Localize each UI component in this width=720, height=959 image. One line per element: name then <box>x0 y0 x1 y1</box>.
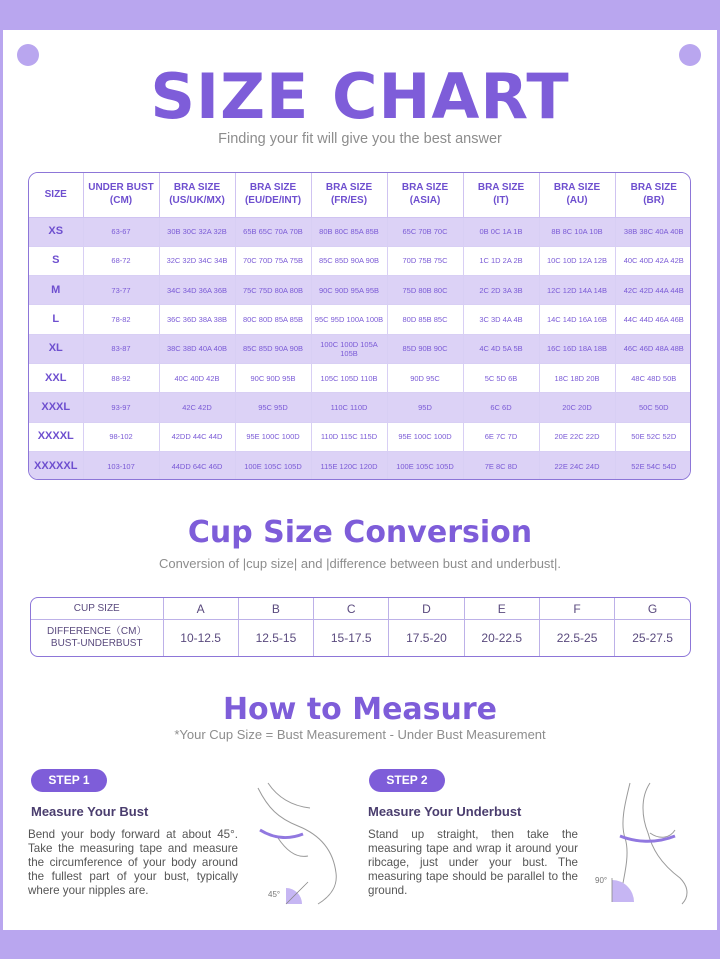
size-table-header <box>463 173 539 217</box>
table-cell: 95D <box>387 393 463 422</box>
header-line1: BRA SIZE <box>477 182 525 194</box>
table-cell: 0B 0C 1A 1B <box>463 217 539 246</box>
table-cell: 14C 14D 16A 16B <box>539 305 615 334</box>
table-cell: 38B 38C 40A 40B <box>615 217 691 246</box>
step2-pill: STEP 2 <box>369 769 445 792</box>
table-cell: 20C 20D <box>539 393 615 422</box>
table-cell: 110C 110D <box>311 393 387 422</box>
size-cell: XXXXL <box>29 422 83 451</box>
table-cell: 80B 80C 85A 85B <box>311 217 387 246</box>
header-line2: (AU) <box>566 194 588 206</box>
table-cell: 63-67 <box>83 217 159 246</box>
size-cell: S <box>29 246 83 275</box>
table-cell: 7E 8C 8D <box>463 451 539 480</box>
size-table-header <box>539 173 615 217</box>
step1-pill: STEP 1 <box>31 769 107 792</box>
table-cell: 50C 50D <box>615 393 691 422</box>
table-cell: 85C 85D 90A 90B <box>235 334 311 363</box>
table-row <box>29 363 691 392</box>
size-table-header <box>387 173 463 217</box>
header-line2: (FR/ES) <box>330 194 368 206</box>
table-cell: 70C 70D 75A 75B <box>235 246 311 275</box>
table-cell: 90C 90D 95A 95B <box>311 276 387 305</box>
table-cell: 42DD 44C 44D <box>159 422 235 451</box>
difference-cell: 12.5-15 <box>238 620 313 656</box>
size-cell: XXXL <box>29 393 83 422</box>
table-cell: 4C 4D 5A 5B <box>463 334 539 363</box>
cup-cell: D <box>389 598 464 620</box>
table-cell: 105C 105D 110B <box>311 363 387 392</box>
table-cell: 75D 80B 80C <box>387 276 463 305</box>
table-cell: 65C 70B 70C <box>387 217 463 246</box>
table-row <box>29 334 691 363</box>
table-cell: 115E 120C 120D <box>311 451 387 480</box>
header-line2: (US/UK/MX) <box>169 194 225 206</box>
table-cell: 90C 90D 95B <box>235 363 311 392</box>
step2-angle-label: 90° <box>595 876 608 885</box>
table-cell: 5C 5D 6B <box>463 363 539 392</box>
header-line1: UNDER BUST <box>88 182 154 194</box>
cup-size-label: CUP SIZE <box>31 598 163 620</box>
cup-cell: E <box>464 598 539 620</box>
table-cell: 50E 52C 52D <box>615 422 691 451</box>
table-cell: 10C 10D 12A 12B <box>539 246 615 275</box>
table-cell: 42C 42D 44A 44B <box>615 276 691 305</box>
table-cell: 103-107 <box>83 451 159 480</box>
page-subtitle: Finding your fit will give you the best answer <box>218 131 502 147</box>
table-cell: 36C 36D 38A 38B <box>159 305 235 334</box>
header-line2: (EU/DE/INT) <box>244 194 302 206</box>
table-cell: 95E 100C 100D <box>235 422 311 451</box>
table-cell: 6C 6D <box>463 393 539 422</box>
size-cell: XS <box>29 217 83 246</box>
size-cell: L <box>29 305 83 334</box>
header-line2: (CM) <box>109 194 133 206</box>
table-cell: 90D 95C <box>387 363 463 392</box>
table-cell: 30B 30C 32A 32B <box>159 217 235 246</box>
underbust-measure-illustration <box>590 778 700 908</box>
table-row <box>29 451 691 480</box>
table-cell: 93-97 <box>83 393 159 422</box>
table-cell: 80D 85B 85C <box>387 305 463 334</box>
table-cell: 1C 1D 2A 2B <box>463 246 539 275</box>
table-row <box>29 422 691 451</box>
page-title: SIZE CHART <box>150 60 570 133</box>
table-row <box>29 393 691 422</box>
table-cell: 85D 90B 90C <box>387 334 463 363</box>
table-row <box>29 305 691 334</box>
cup-cell: C <box>314 598 389 620</box>
difference-label-line2: BUST-UNDERBUST <box>50 638 143 650</box>
header-line2: (IT) <box>493 194 509 206</box>
table-cell: 44C 44D 46A 46B <box>615 305 691 334</box>
cup-conversion-note: Conversion of |cup size| and |difference between bust and underbust|. <box>158 556 562 571</box>
difference-label <box>31 620 163 656</box>
table-cell: 40C 40D 42A 42B <box>615 246 691 275</box>
difference-label-line1: DIFFERENCE（CM） <box>47 626 147 638</box>
table-cell: 32C 32D 34C 34B <box>159 246 235 275</box>
table-cell: 48C 48D 50B <box>615 363 691 392</box>
table-cell: 85C 85D 90A 90B <box>311 246 387 275</box>
step2-body: Stand up straight, then take the measuring tape and wrap it around your ribcage, just under your bust. The measuring tape should be parallel to the ground. <box>368 828 578 897</box>
header-line1: SIZE <box>44 188 67 200</box>
table-cell: 42C 42D <box>159 393 235 422</box>
bust-measure-illustration <box>248 778 348 908</box>
table-cell: 3C 3D 4A 4B <box>463 305 539 334</box>
table-cell: 8B 8C 10A 10B <box>539 217 615 246</box>
cup-cell: G <box>615 598 690 620</box>
table-cell: 65B 65C 70A 70B <box>235 217 311 246</box>
table-cell: 46C 46D 48A 48B <box>615 334 691 363</box>
table-cell: 75C 75D 80A 80B <box>235 276 311 305</box>
table-cell: 73-77 <box>83 276 159 305</box>
table-cell: 98-102 <box>83 422 159 451</box>
table-cell: 95C 95D <box>235 393 311 422</box>
cup-cell: A <box>163 598 238 620</box>
header-line1: BRA SIZE <box>553 182 601 194</box>
cup-cell: B <box>238 598 313 620</box>
step1-angle-label: 45° <box>268 890 281 899</box>
size-table-header <box>83 173 159 217</box>
table-cell: 95E 100C 100D <box>387 422 463 451</box>
how-to-measure-title: How to Measure <box>222 692 498 727</box>
header-line1: BRA SIZE <box>401 182 449 194</box>
header-line2: (BR) <box>643 194 665 206</box>
size-table-header <box>615 173 691 217</box>
table-cell: 52E 54C 54D <box>615 451 691 480</box>
table-cell: 100C 100D 105A 105B <box>311 334 387 363</box>
table-cell: 44DD 64C 46D <box>159 451 235 480</box>
step1-heading: Measure Your Bust <box>31 804 149 819</box>
difference-cell: 17.5-20 <box>389 620 464 656</box>
table-cell: 12C 12D 14A 14B <box>539 276 615 305</box>
difference-cell: 22.5-25 <box>539 620 614 656</box>
table-cell: 88-92 <box>83 363 159 392</box>
table-cell: 6E 7C 7D <box>463 422 539 451</box>
table-cell: 40C 40D 42B <box>159 363 235 392</box>
table-cell: 16C 16D 18A 18B <box>539 334 615 363</box>
size-chart-table <box>28 172 691 480</box>
difference-cell: 15-17.5 <box>314 620 389 656</box>
table-cell: 110D 115C 115D <box>311 422 387 451</box>
header-line1: BRA SIZE <box>173 182 221 194</box>
header-line1: BRA SIZE <box>325 182 373 194</box>
table-cell: 34C 34D 36A 36B <box>159 276 235 305</box>
size-table-header <box>311 173 387 217</box>
size-cell: XL <box>29 334 83 363</box>
table-row <box>29 276 691 305</box>
table-cell: 70D 75B 75C <box>387 246 463 275</box>
table-cell: 80C 80D 85A 85B <box>235 305 311 334</box>
header-line2: (ASIA) <box>409 194 441 206</box>
table-cell: 20E 22C 22D <box>539 422 615 451</box>
header-line1: BRA SIZE <box>249 182 297 194</box>
size-cell: XXXXXL <box>29 451 83 480</box>
table-cell: 18C 18D 20B <box>539 363 615 392</box>
table-cell: 100E 105C 105D <box>235 451 311 480</box>
difference-cell: 10-12.5 <box>163 620 238 656</box>
size-table-header <box>235 173 311 217</box>
cup-conversion-table <box>30 597 691 657</box>
step2-heading: Measure Your Underbust <box>368 804 522 819</box>
difference-cell: 20-22.5 <box>464 620 539 656</box>
table-row <box>29 246 691 275</box>
header-line1: BRA SIZE <box>630 182 677 194</box>
size-table-header <box>159 173 235 217</box>
table-row <box>29 217 691 246</box>
step1-body: Bend your body forward at about 45°. Take the measuring tape and measure the circumference of your body around the fullest part of your bust, typically where your nipples are. <box>28 828 238 897</box>
table-cell: 68-72 <box>83 246 159 275</box>
size-cell: XXL <box>29 363 83 392</box>
table-cell: 83-87 <box>83 334 159 363</box>
how-to-measure-note: *Your Cup Size = Bust Measurement - Under Bust Measurement <box>174 727 546 742</box>
size-cell: M <box>29 276 83 305</box>
cup-conversion-title: Cup Size Conversion <box>187 515 533 550</box>
table-cell: 78-82 <box>83 305 159 334</box>
table-cell: 100E 105C 105D <box>387 451 463 480</box>
difference-cell: 25-27.5 <box>632 631 673 646</box>
table-cell: 2C 2D 3A 3B <box>463 276 539 305</box>
table-cell: 95C 95D 100A 100B <box>311 305 387 334</box>
size-table-header <box>29 173 83 217</box>
table-cell: 38C 38D 40A 40B <box>159 334 235 363</box>
cup-cell: F <box>539 598 614 620</box>
table-cell: 22E 24C 24D <box>539 451 615 480</box>
